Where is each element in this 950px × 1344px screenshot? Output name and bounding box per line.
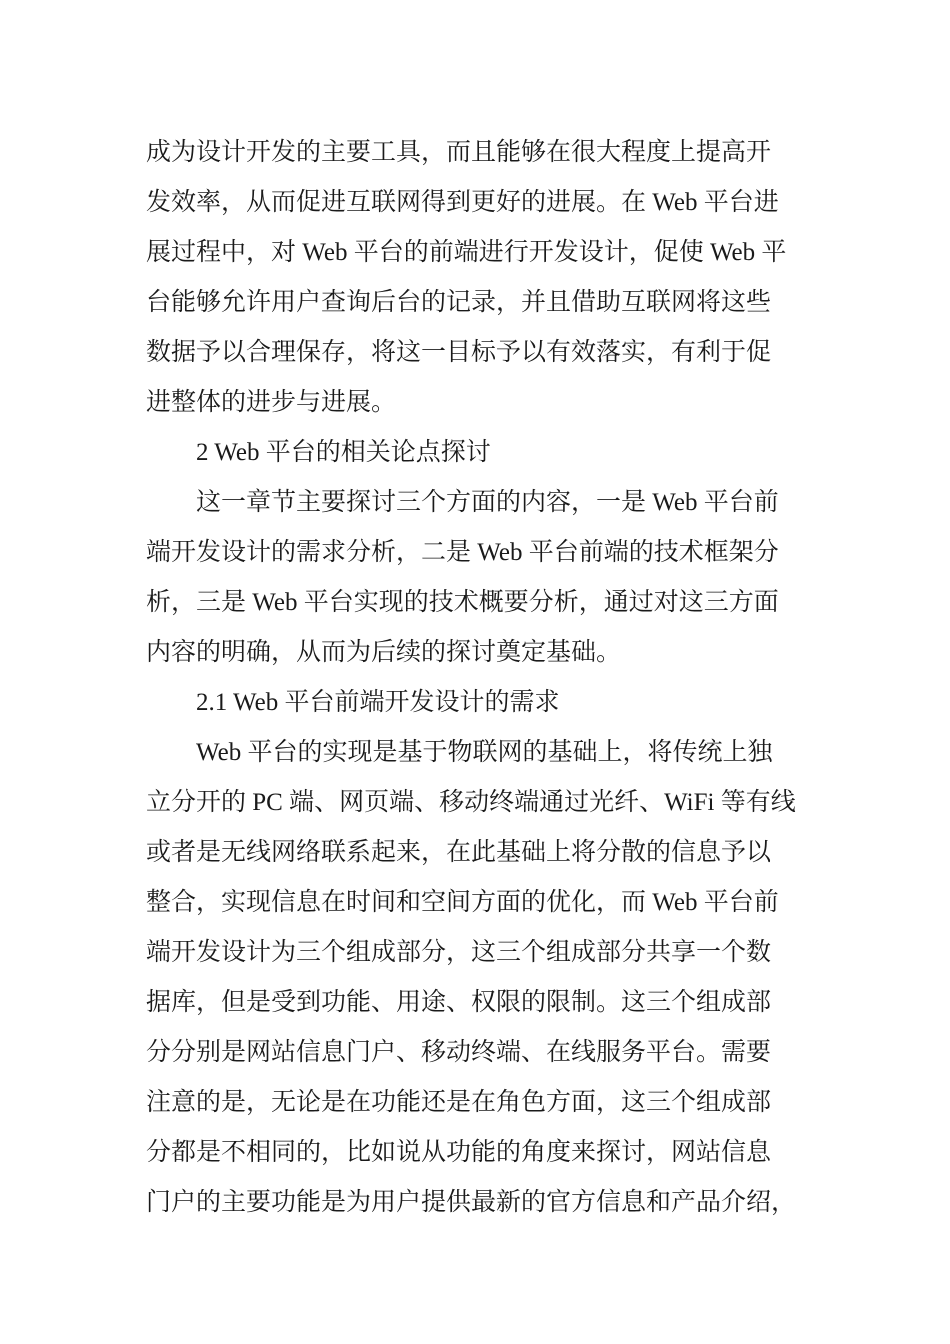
text-line: 端开发设计的需求分析，二是 Web 平台前端的技术框架分 xyxy=(146,539,779,566)
text-line: 或者是无线网络联系起来，在此基础上将分散的信息予以 xyxy=(146,839,772,866)
text-line: 这一章节主要探讨三个方面的内容，一是 Web 平台前 xyxy=(196,489,779,516)
text-line: 整合，实现信息在时间和空间方面的优化，而 Web 平台前 xyxy=(146,889,779,916)
text-line: Web 平台的实现是基于物联网的基础上，将传统上独 xyxy=(196,739,773,766)
text-line: 发效率，从而促进互联网得到更好的进展。在 Web 平台进 xyxy=(146,189,779,216)
text-line: 数据予以合理保存，将这一目标予以有效落实，有利于促 xyxy=(146,339,772,366)
text-line: 内容的明确，从而为后续的探讨奠定基础。 xyxy=(146,639,622,666)
section-heading: 2 Web 平台的相关论点探讨 xyxy=(196,439,491,466)
text-line: 端开发设计为三个组成部分，这三个组成部分共享一个数 xyxy=(146,939,772,966)
text-line: 分分别是网站信息门户、移动终端、在线服务平台。需要 xyxy=(146,1039,772,1066)
text-line: 展过程中，对 Web 平台的前端进行开发设计，促使 Web 平 xyxy=(146,239,787,266)
subsection-heading: 2.1 Web 平台前端开发设计的需求 xyxy=(196,689,560,716)
text-line: 台能够允许用户查询后台的记录，并且借助互联网将这些 xyxy=(146,289,772,316)
text-line: 析，三是 Web 平台实现的技术概要分析，通过对这三方面 xyxy=(146,589,779,616)
text-line: 门户的主要功能是为用户提供最新的官方信息和产品介绍， xyxy=(146,1189,797,1216)
text-line: 据库，但是受到功能、用途、权限的限制。这三个组成部 xyxy=(146,989,772,1016)
text-line: 成为设计开发的主要工具，而且能够在很大程度上提高开 xyxy=(146,139,772,166)
text-line: 立分开的 PC 端、网页端、移动终端通过光纤、WiFi 等有线 xyxy=(146,789,796,816)
text-line: 进整体的进步与进展。 xyxy=(146,389,397,416)
text-line: 注意的是，无论是在功能还是在角色方面，这三个组成部 xyxy=(146,1089,772,1116)
text-line: 分都是不相同的，比如说从功能的角度来探讨，网站信息 xyxy=(146,1139,772,1166)
body-text xyxy=(146,128,806,1228)
